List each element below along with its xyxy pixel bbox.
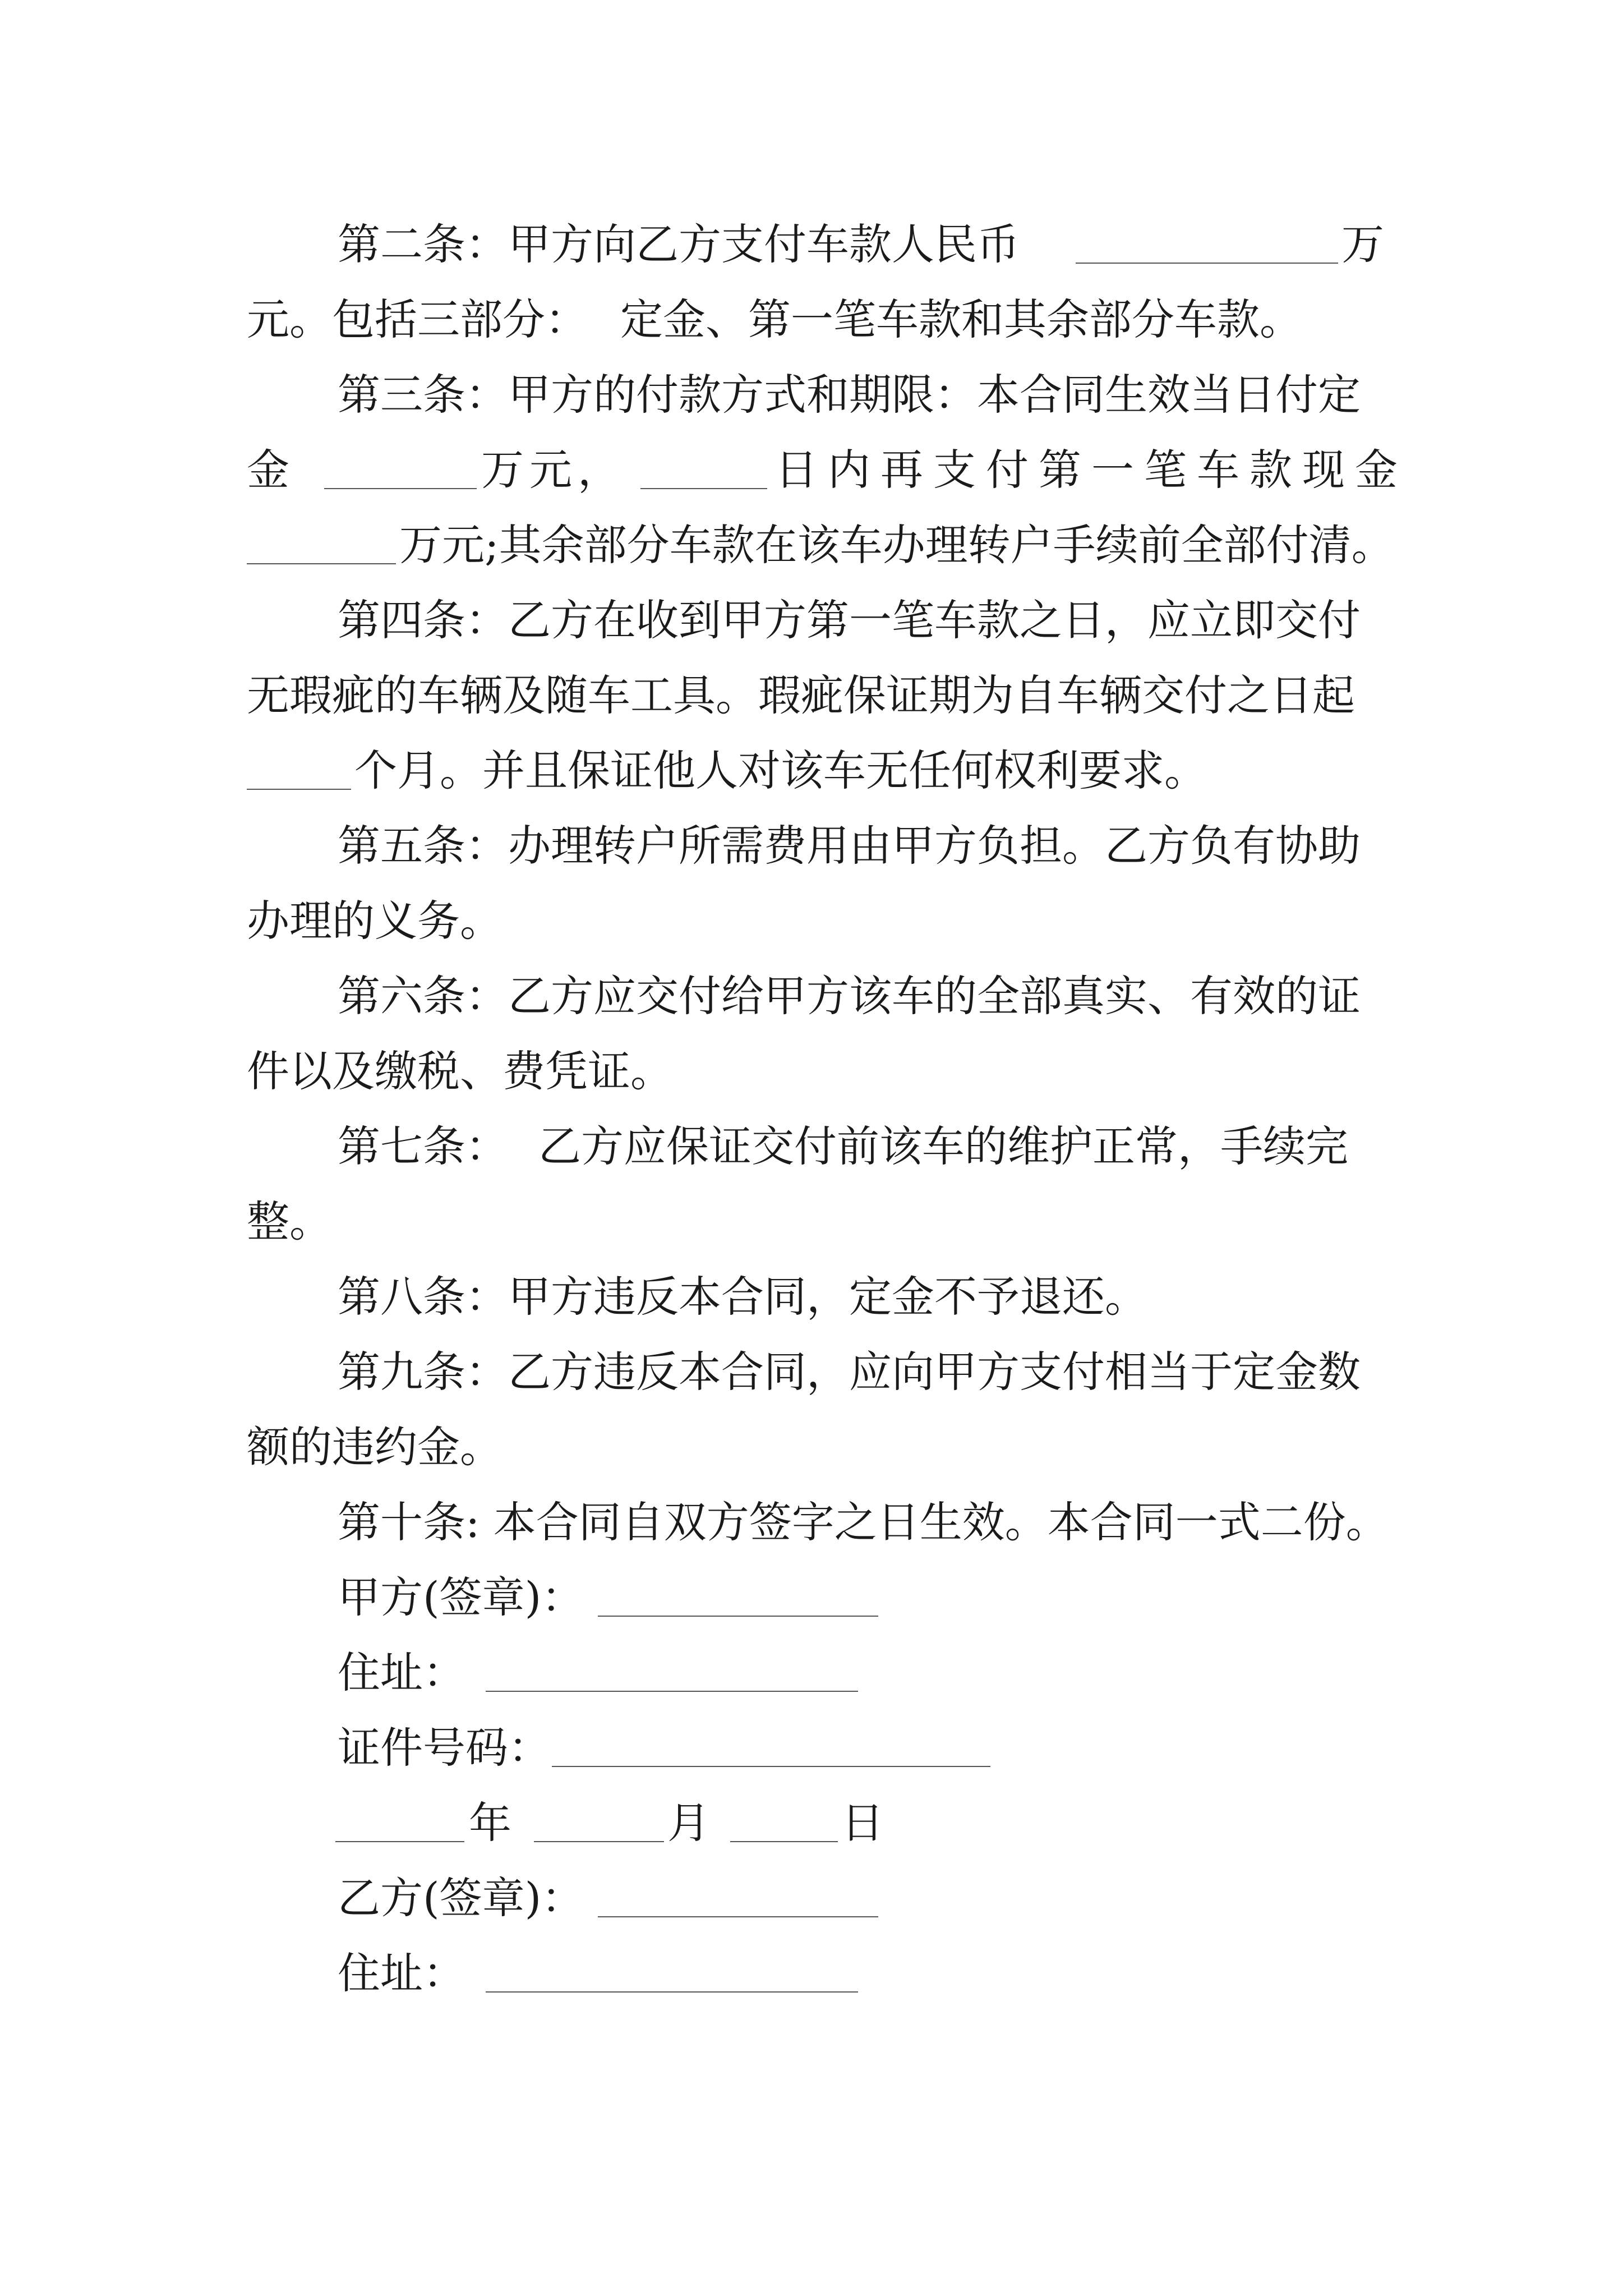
party-b-address-line <box>0 1935 1623 2012</box>
article-7-line-1 <box>0 1108 1623 1185</box>
article-2-text-3: 定金、第一笔车款和其余部分车款。 <box>620 295 1302 344</box>
article-9-text: 第九条：乙方违反本合同，应向甲方支付相当于定金数 <box>338 1347 1361 1397</box>
article-8-line-1 <box>0 1259 1623 1335</box>
article-2-line-2 <box>0 282 1623 358</box>
party-a-address-label: 住址： <box>338 1648 465 1697</box>
party-b-address-blank[interactable] <box>486 1989 858 1993</box>
party-a-id-label: 证件号码： <box>338 1723 551 1773</box>
party-a-id-blank[interactable] <box>552 1764 990 1767</box>
article-9-text-2: 额的违约金。 <box>247 1422 502 1472</box>
article-3-line-3 <box>0 507 1623 583</box>
article-2-text-2: 元。包括三部分： <box>247 295 588 344</box>
article-7-line-2 <box>0 1184 1623 1260</box>
party-a-signature-blank[interactable] <box>598 1613 878 1617</box>
article-10-text: 第十条: 本合同自双方签字之日生效。本合同一式二份。 <box>338 1497 1389 1547</box>
article-8-text: 第八条：甲方违反本合同，定金不予退还。 <box>338 1272 1147 1322</box>
amount-blank <box>1076 260 1338 264</box>
article-3-line-2 <box>0 432 1623 508</box>
article-4-text: 第四条：乙方在收到甲方第一笔车款之日，应立即交付 <box>338 595 1361 645</box>
party-a-address-blank[interactable] <box>486 1688 858 1692</box>
article-4-text-3: 个月。并且保证他人对该车无任何权利要求。 <box>354 746 1207 795</box>
party-b-address-label: 住址： <box>338 1948 465 1998</box>
article-2-line-1 <box>0 206 1623 283</box>
party-b-signature-blank[interactable] <box>598 1914 878 1917</box>
article-3-text-jin: 金 <box>247 445 289 495</box>
article-10-line-1 <box>0 1484 1623 1561</box>
article-3-line-1 <box>0 357 1623 433</box>
article-2-unit: 万 <box>1341 219 1384 269</box>
date-line <box>0 1785 1623 1861</box>
warranty-months-blank <box>247 786 351 790</box>
month-blank[interactable] <box>534 1839 664 1842</box>
year-label: 年 <box>469 1798 511 1848</box>
article-3-text-3: 万元;其余部分车款在该车办理转户手续前全部付清。 <box>399 520 1394 570</box>
article-4-line-1 <box>0 582 1623 659</box>
article-7-text: 乙方应保证交付前该车的维护正常，手续完 <box>538 1121 1348 1171</box>
party-a-label: 甲方(签章)： <box>338 1572 584 1622</box>
party-a-id-line <box>0 1710 1623 1786</box>
article-5-text-2: 办理的义务。 <box>247 896 502 946</box>
article-3-text-days: 日内再支付第一笔车款现金 <box>775 445 1408 495</box>
month-label: 月 <box>667 1798 710 1848</box>
day-blank[interactable] <box>730 1839 838 1842</box>
article-6-line-1 <box>0 958 1623 1034</box>
first-payment-blank <box>247 561 396 564</box>
article-9-line-1 <box>0 1334 1623 1410</box>
days-blank <box>640 486 767 489</box>
article-6-text: 第六条：乙方应交付给甲方该车的全部真实、有效的证 <box>338 971 1361 1021</box>
article-6-text-2: 件以及缴税、费凭证。 <box>247 1046 673 1096</box>
article-7-label: 第七条： <box>338 1121 508 1171</box>
article-9-line-2 <box>0 1409 1623 1485</box>
day-label: 日 <box>841 1798 884 1848</box>
article-4-line-2 <box>0 657 1623 734</box>
article-4-text-2: 无瑕疵的车辆及随车工具。瑕疵保证期为自车辆交付之日起 <box>247 670 1355 720</box>
article-4-line-3 <box>0 733 1623 809</box>
article-5-line-1 <box>0 808 1623 884</box>
article-2-text: 第二条：甲方向乙方支付车款人民币 <box>338 219 1020 269</box>
article-6-line-2 <box>0 1033 1623 1110</box>
deposit-blank <box>324 486 477 489</box>
party-b-signature-line <box>0 1860 1623 1936</box>
article-3-text-wanyuan: 万元， <box>481 445 626 495</box>
article-7-text-2: 整。 <box>247 1197 332 1246</box>
party-b-label: 乙方(签章)： <box>338 1873 584 1923</box>
article-5-text: 第五条：办理转户所需费用由甲方负担。乙方负有协助 <box>338 821 1361 871</box>
article-5-line-2 <box>0 883 1623 959</box>
article-3-text: 第三条：甲方的付款方式和期限：本合同生效当日付定 <box>338 370 1361 420</box>
party-a-address-line <box>0 1635 1623 1711</box>
party-a-signature-line <box>0 1559 1623 1636</box>
year-blank[interactable] <box>335 1839 464 1842</box>
